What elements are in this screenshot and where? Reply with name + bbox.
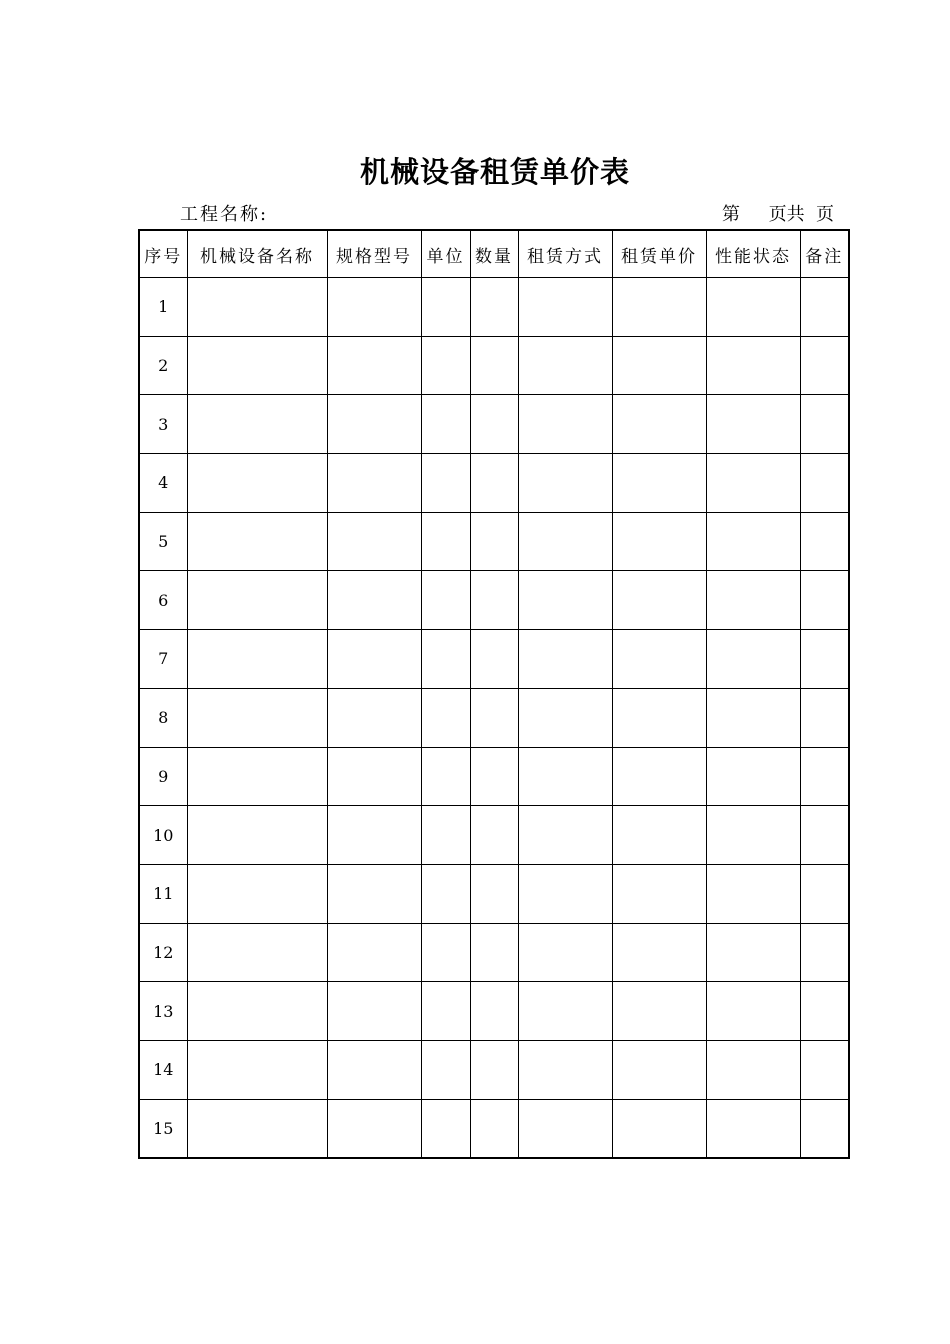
cell-unit[interactable] xyxy=(421,512,470,571)
cell-unit[interactable] xyxy=(421,571,470,630)
cell-rental-unit-price[interactable] xyxy=(612,982,706,1041)
cell-quantity[interactable] xyxy=(470,923,518,982)
cell-equipment-name[interactable] xyxy=(187,747,327,806)
cell-remarks[interactable] xyxy=(800,747,849,806)
cell-spec-model[interactable] xyxy=(327,395,421,454)
cell-remarks[interactable] xyxy=(800,806,849,865)
cell-quantity[interactable] xyxy=(470,864,518,923)
cell-remarks[interactable] xyxy=(800,1099,849,1158)
cell-rental-unit-price[interactable] xyxy=(612,1099,706,1158)
cell-rental-method[interactable] xyxy=(518,630,612,689)
cell-performance-status[interactable] xyxy=(706,630,800,689)
cell-unit[interactable] xyxy=(421,1099,470,1158)
table-row xyxy=(139,571,849,630)
cell-serial-no: 2 xyxy=(139,336,187,395)
cell-remarks[interactable] xyxy=(800,336,849,395)
cell-quantity[interactable] xyxy=(470,630,518,689)
cell-equipment-name[interactable] xyxy=(187,923,327,982)
cell-unit[interactable] xyxy=(421,336,470,395)
header-quantity: 数量 xyxy=(470,230,518,278)
cell-equipment-name[interactable] xyxy=(187,395,327,454)
cell-performance-status[interactable] xyxy=(706,864,800,923)
cell-rental-method[interactable] xyxy=(518,982,612,1041)
cell-rental-method[interactable] xyxy=(518,806,612,865)
cell-performance-status[interactable] xyxy=(706,1099,800,1158)
cell-rental-unit-price[interactable] xyxy=(612,688,706,747)
cell-spec-model[interactable] xyxy=(327,630,421,689)
cell-performance-status[interactable] xyxy=(706,688,800,747)
header-equipment-name: 机械设备名称 xyxy=(187,230,327,278)
cell-spec-model[interactable] xyxy=(327,747,421,806)
header-performance-status: 性能状态 xyxy=(706,230,800,278)
cell-unit[interactable] xyxy=(421,395,470,454)
cell-rental-method[interactable] xyxy=(518,688,612,747)
cell-spec-model[interactable] xyxy=(327,982,421,1041)
cell-quantity[interactable] xyxy=(470,1099,518,1158)
cell-remarks[interactable] xyxy=(800,630,849,689)
cell-spec-model[interactable] xyxy=(327,336,421,395)
cell-equipment-name[interactable] xyxy=(187,336,327,395)
cell-remarks[interactable] xyxy=(800,688,849,747)
cell-serial-no: 4 xyxy=(139,454,187,513)
rental-price-table xyxy=(138,229,850,1159)
cell-rental-unit-price[interactable] xyxy=(612,395,706,454)
cell-remarks[interactable] xyxy=(800,923,849,982)
cell-performance-status[interactable] xyxy=(706,571,800,630)
cell-performance-status[interactable] xyxy=(706,806,800,865)
cell-equipment-name[interactable] xyxy=(187,806,327,865)
cell-rental-method[interactable] xyxy=(518,336,612,395)
cell-remarks[interactable] xyxy=(800,571,849,630)
table-row xyxy=(139,747,849,806)
cell-rental-unit-price[interactable] xyxy=(612,1040,706,1099)
header-remarks: 备注 xyxy=(800,230,849,278)
cell-equipment-name[interactable] xyxy=(187,512,327,571)
cell-serial-no: 12 xyxy=(139,923,187,982)
cell-rental-unit-price[interactable] xyxy=(612,512,706,571)
table-row xyxy=(139,395,849,454)
table-row xyxy=(139,1040,849,1099)
cell-spec-model[interactable] xyxy=(327,1040,421,1099)
cell-serial-no: 10 xyxy=(139,806,187,865)
cell-spec-model[interactable] xyxy=(327,688,421,747)
cell-spec-model[interactable] xyxy=(327,923,421,982)
header-serial-no: 序号 xyxy=(139,230,187,278)
table-row xyxy=(139,1099,849,1158)
cell-rental-unit-price[interactable] xyxy=(612,630,706,689)
cell-quantity[interactable] xyxy=(470,571,518,630)
cell-quantity[interactable] xyxy=(470,688,518,747)
cell-spec-model[interactable] xyxy=(327,454,421,513)
cell-quantity[interactable] xyxy=(470,395,518,454)
cell-remarks[interactable] xyxy=(800,864,849,923)
cell-rental-method[interactable] xyxy=(518,571,612,630)
cell-rental-unit-price[interactable] xyxy=(612,923,706,982)
cell-equipment-name[interactable] xyxy=(187,630,327,689)
table-body xyxy=(139,278,849,1159)
cell-equipment-name[interactable] xyxy=(187,278,327,337)
cell-spec-model[interactable] xyxy=(327,278,421,337)
cell-spec-model[interactable] xyxy=(327,864,421,923)
cell-serial-no: 14 xyxy=(139,1040,187,1099)
cell-rental-unit-price[interactable] xyxy=(612,278,706,337)
cell-serial-no: 15 xyxy=(139,1099,187,1158)
table-row xyxy=(139,864,849,923)
cell-serial-no: 11 xyxy=(139,864,187,923)
cell-performance-status[interactable] xyxy=(706,336,800,395)
table-row xyxy=(139,454,849,513)
cell-unit[interactable] xyxy=(421,1040,470,1099)
cell-quantity[interactable] xyxy=(470,747,518,806)
header-rental-unit-price: 租赁单价 xyxy=(612,230,706,278)
cell-unit[interactable] xyxy=(421,454,470,513)
cell-equipment-name[interactable] xyxy=(187,864,327,923)
cell-quantity[interactable] xyxy=(470,512,518,571)
cell-unit[interactable] xyxy=(421,630,470,689)
cell-serial-no: 9 xyxy=(139,747,187,806)
cell-rental-unit-price[interactable] xyxy=(612,454,706,513)
cell-unit[interactable] xyxy=(421,278,470,337)
table-row xyxy=(139,688,849,747)
cell-performance-status[interactable] xyxy=(706,923,800,982)
header-spec-model: 规格型号 xyxy=(327,230,421,278)
cell-rental-method[interactable] xyxy=(518,278,612,337)
cell-quantity[interactable] xyxy=(470,982,518,1041)
header-row xyxy=(139,230,849,278)
cell-spec-model[interactable] xyxy=(327,512,421,571)
cell-equipment-name[interactable] xyxy=(187,454,327,513)
cell-spec-model[interactable] xyxy=(327,1099,421,1158)
cell-equipment-name[interactable] xyxy=(187,982,327,1041)
cell-unit[interactable] xyxy=(421,864,470,923)
cell-remarks[interactable] xyxy=(800,278,849,337)
cell-unit[interactable] xyxy=(421,982,470,1041)
cell-rental-unit-price[interactable] xyxy=(612,864,706,923)
cell-performance-status[interactable] xyxy=(706,278,800,337)
cell-remarks[interactable] xyxy=(800,395,849,454)
cell-unit[interactable] xyxy=(421,688,470,747)
cell-serial-no: 1 xyxy=(139,278,187,337)
cell-rental-unit-price[interactable] xyxy=(612,571,706,630)
cell-rental-method[interactable] xyxy=(518,454,612,513)
cell-rental-method[interactable] xyxy=(518,923,612,982)
cell-quantity[interactable] xyxy=(470,806,518,865)
cell-performance-status[interactable] xyxy=(706,1040,800,1099)
cell-quantity[interactable] xyxy=(470,1040,518,1099)
cell-serial-no: 8 xyxy=(139,688,187,747)
cell-rental-method[interactable] xyxy=(518,747,612,806)
cell-rental-method[interactable] xyxy=(518,1099,612,1158)
header-unit: 单位 xyxy=(421,230,470,278)
cell-rental-method[interactable] xyxy=(518,395,612,454)
cell-spec-model[interactable] xyxy=(327,571,421,630)
cell-performance-status[interactable] xyxy=(706,982,800,1041)
document-title: 机械设备租赁单价表 xyxy=(359,155,630,189)
cell-remarks[interactable] xyxy=(800,982,849,1041)
cell-unit[interactable] xyxy=(421,923,470,982)
cell-serial-no: 3 xyxy=(139,395,187,454)
table-row xyxy=(139,923,849,982)
cell-unit[interactable] xyxy=(421,806,470,865)
cell-spec-model[interactable] xyxy=(327,806,421,865)
cell-performance-status[interactable] xyxy=(706,512,800,571)
cell-quantity[interactable] xyxy=(470,336,518,395)
table-row xyxy=(139,278,849,337)
cell-rental-method[interactable] xyxy=(518,512,612,571)
cell-quantity[interactable] xyxy=(470,278,518,337)
cell-serial-no: 5 xyxy=(139,512,187,571)
cell-unit[interactable] xyxy=(421,747,470,806)
table-row xyxy=(139,336,849,395)
header-rental-method: 租赁方式 xyxy=(518,230,612,278)
project-name-label: 工程名称: xyxy=(180,204,269,225)
cell-serial-no: 13 xyxy=(139,982,187,1041)
table-row xyxy=(139,806,849,865)
cell-rental-method[interactable] xyxy=(518,1040,612,1099)
cell-equipment-name[interactable] xyxy=(187,1099,327,1158)
table-row xyxy=(139,512,849,571)
cell-equipment-name[interactable] xyxy=(187,571,327,630)
cell-rental-unit-price[interactable] xyxy=(612,747,706,806)
cell-rental-unit-price[interactable] xyxy=(612,336,706,395)
cell-serial-no: 6 xyxy=(139,571,187,630)
cell-remarks[interactable] xyxy=(800,454,849,513)
cell-quantity[interactable] xyxy=(470,454,518,513)
cell-equipment-name[interactable] xyxy=(187,1040,327,1099)
cell-performance-status[interactable] xyxy=(706,395,800,454)
cell-serial-no: 7 xyxy=(139,630,187,689)
cell-rental-unit-price[interactable] xyxy=(612,806,706,865)
cell-equipment-name[interactable] xyxy=(187,688,327,747)
cell-remarks[interactable] xyxy=(800,1040,849,1099)
cell-rental-method[interactable] xyxy=(518,864,612,923)
page-indicator: 第 页共 页 xyxy=(722,204,835,225)
table-row xyxy=(139,982,849,1041)
cell-remarks[interactable] xyxy=(800,512,849,571)
cell-performance-status[interactable] xyxy=(706,747,800,806)
table-row xyxy=(139,630,849,689)
cell-performance-status[interactable] xyxy=(706,454,800,513)
